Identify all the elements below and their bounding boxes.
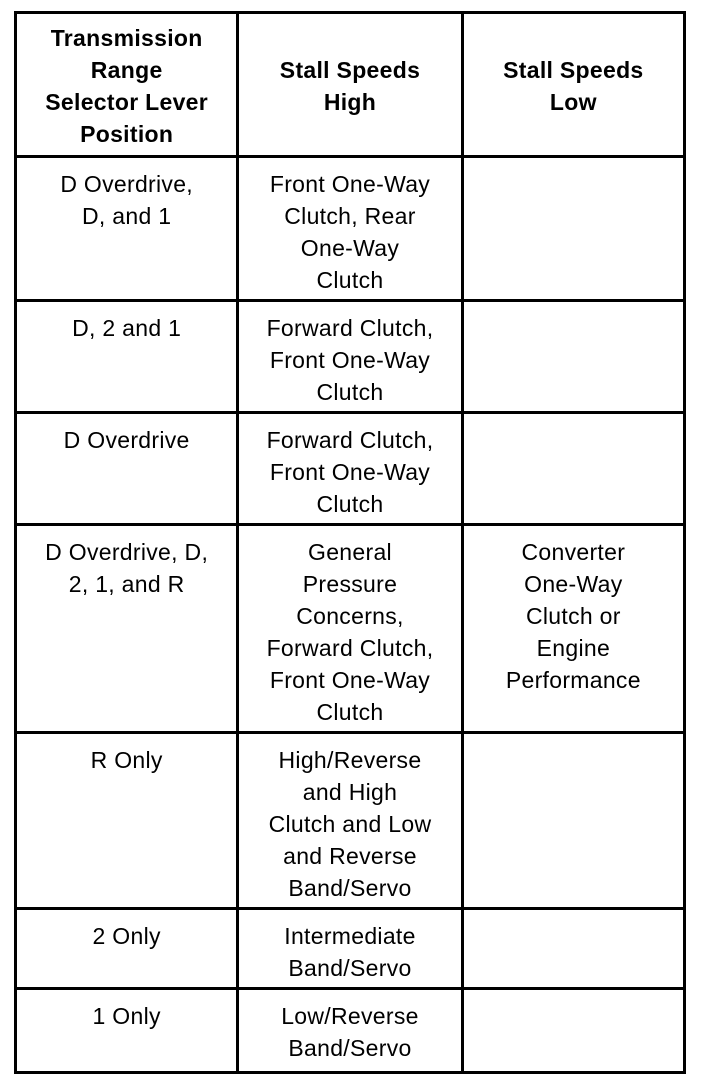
cell-position: 2 Only: [16, 909, 238, 989]
cell-low: Converter One-Way Clutch or Engine Performance: [462, 525, 684, 733]
cell-high: Front One-Way Clutch, Rear One-Way Clutch: [238, 157, 462, 301]
cell-position: D Overdrive, D, 2, 1, and R: [16, 525, 238, 733]
header-lever-position: Transmission Range Selector Lever Position: [16, 13, 238, 157]
cell-position: 1 Only: [16, 989, 238, 1073]
table-row: [16, 989, 685, 1073]
cell-low: [462, 157, 684, 301]
header-stall-high: Stall Speeds High: [238, 13, 462, 157]
cell-position: D Overdrive, D, and 1: [16, 157, 238, 301]
cell-low: [462, 909, 684, 989]
cell-position: R Only: [16, 733, 238, 909]
cell-position: D, 2 and 1: [16, 301, 238, 413]
header-row: [16, 13, 685, 157]
cell-high: Intermediate Band/Servo: [238, 909, 462, 989]
cell-high: Forward Clutch, Front One-Way Clutch: [238, 301, 462, 413]
cell-low: [462, 413, 684, 525]
cell-low: [462, 989, 684, 1073]
table-row: [16, 525, 685, 733]
cell-low: [462, 301, 684, 413]
cell-high: Low/Reverse Band/Servo: [238, 989, 462, 1073]
cell-high: Forward Clutch, Front One-Way Clutch: [238, 413, 462, 525]
table-row: [16, 733, 685, 909]
cell-low: [462, 733, 684, 909]
table-row: [16, 157, 685, 301]
stall-speed-table: [14, 11, 686, 1074]
table-row: [16, 301, 685, 413]
header-stall-low: Stall Speeds Low: [462, 13, 684, 157]
table-row: [16, 909, 685, 989]
cell-high: General Pressure Concerns, Forward Clutch, Front One-Way Clutch: [238, 525, 462, 733]
table-row: [16, 413, 685, 525]
cell-position: D Overdrive: [16, 413, 238, 525]
cell-high: High/Reverse and High Clutch and Low and Reverse Band/Servo: [238, 733, 462, 909]
